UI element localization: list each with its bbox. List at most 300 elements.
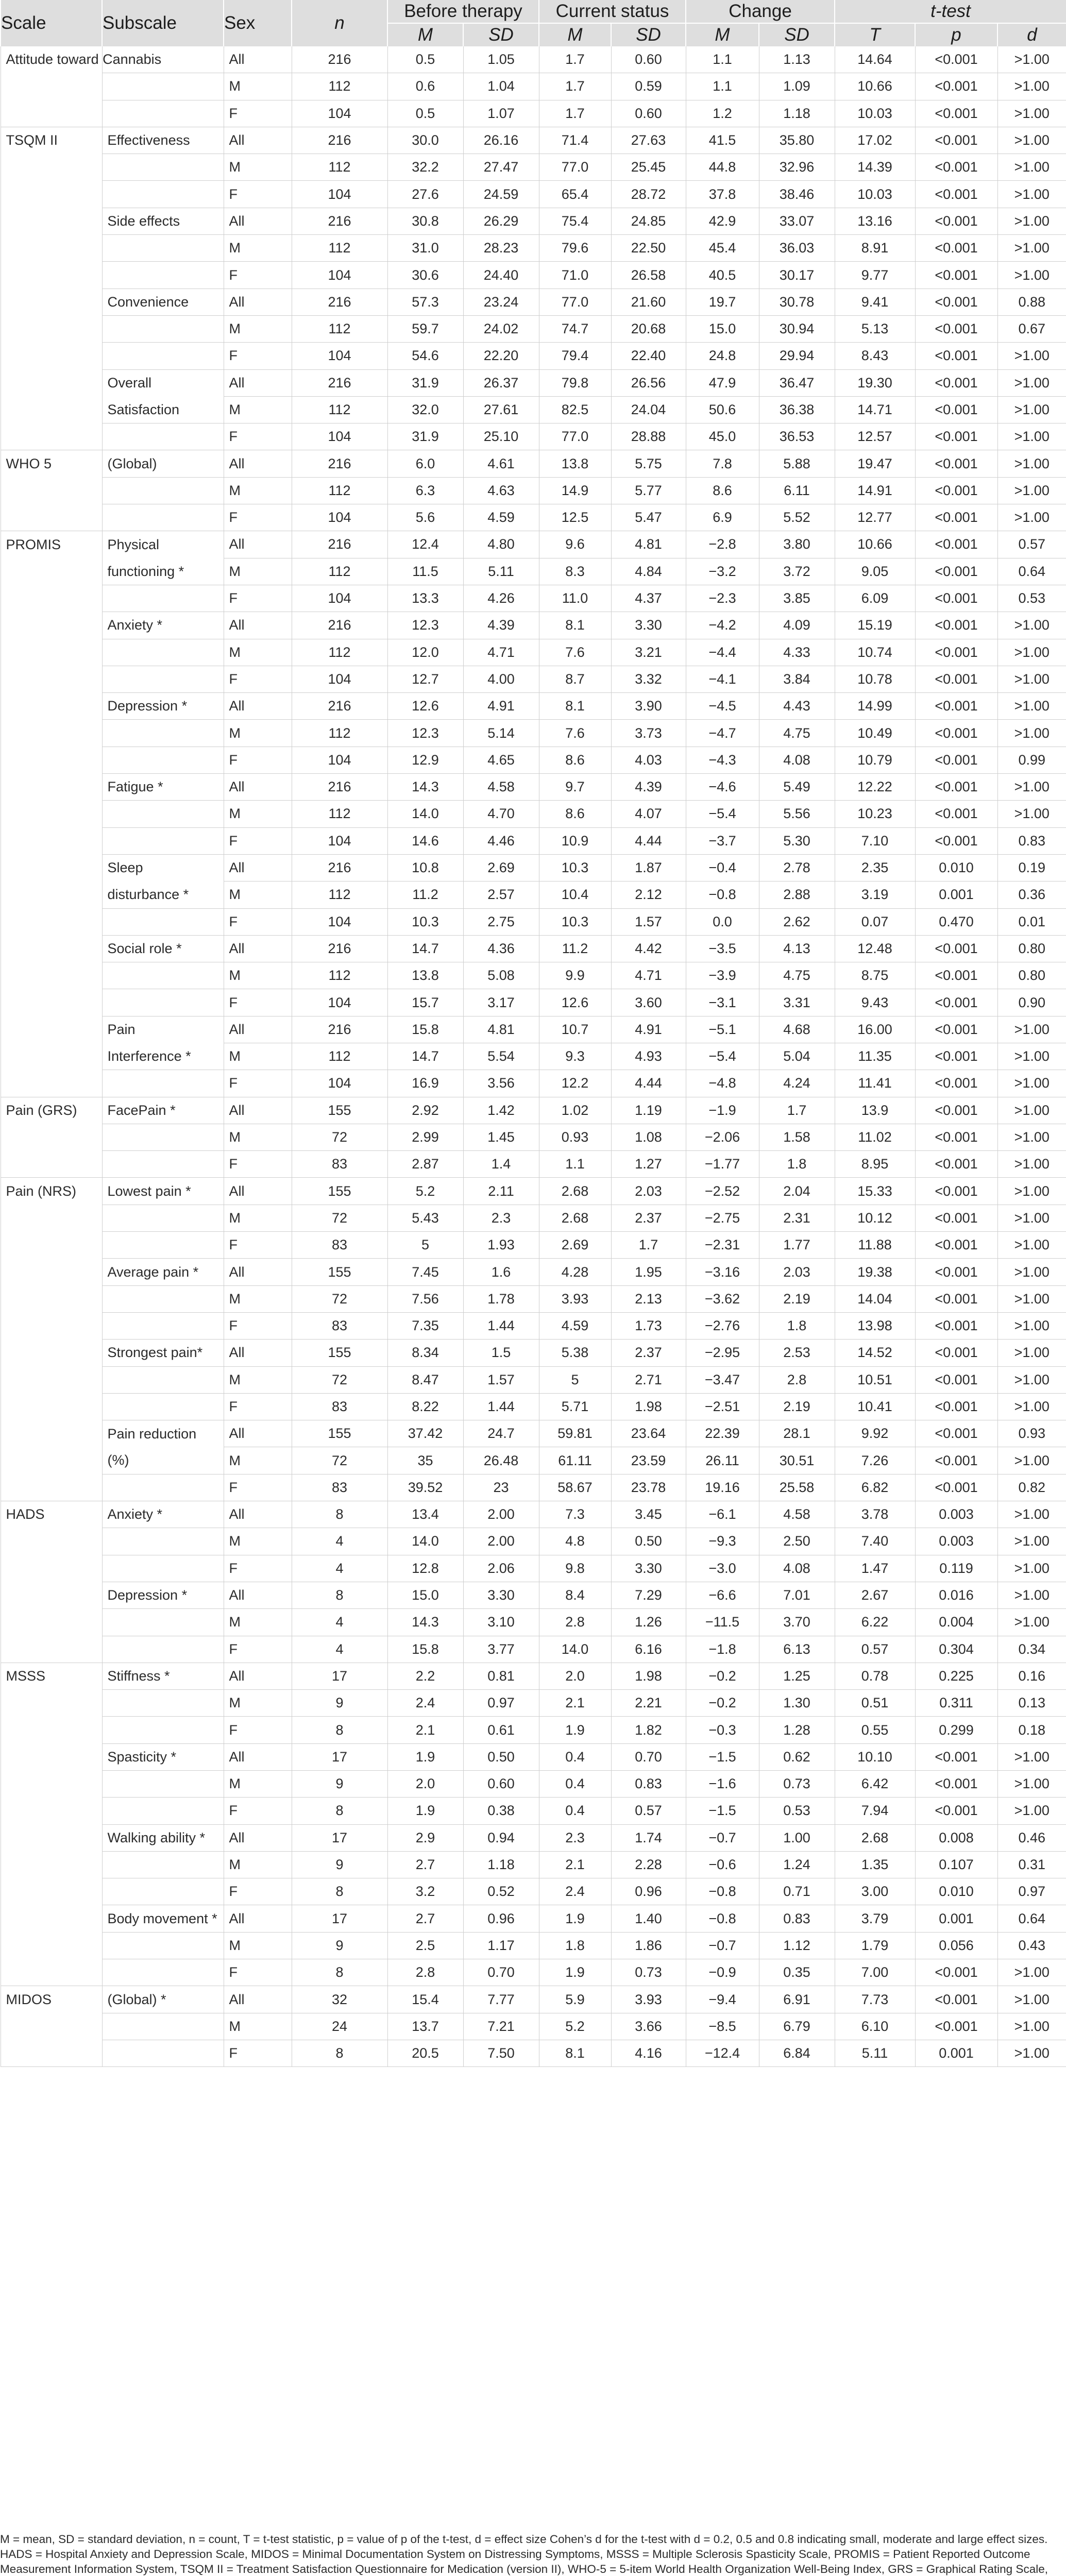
before-sd-cell: 1.04 — [463, 73, 539, 100]
before-mean-cell: 6.3 — [387, 477, 463, 504]
before-sd-cell: 2.75 — [463, 908, 539, 935]
scale-cell — [1, 1609, 102, 1636]
change-mean-cell: −4.2 — [686, 612, 759, 639]
d-value-cell: >1.00 — [997, 46, 1066, 73]
change-mean-cell: −3.62 — [686, 1285, 759, 1312]
n-cell: 112 — [292, 801, 387, 827]
n-cell: 8 — [292, 2040, 387, 2066]
change-mean-cell: −8.5 — [686, 2013, 759, 2040]
current-mean-cell: 2.1 — [539, 1851, 611, 1878]
before-sd-cell: 0.60 — [463, 1771, 539, 1798]
before-mean-cell: 7.45 — [387, 1259, 463, 1285]
before-mean-cell: 54.6 — [387, 343, 463, 369]
p-value-cell: <0.001 — [915, 1340, 997, 1366]
p-value-cell: <0.001 — [915, 1097, 997, 1124]
change-mean-cell: −0.2 — [686, 1690, 759, 1717]
before-mean-cell: 10.8 — [387, 854, 463, 881]
before-mean-cell: 2.4 — [387, 1690, 463, 1717]
before-mean-cell: 5.6 — [387, 504, 463, 531]
n-cell: 83 — [292, 1393, 387, 1420]
sex-cell: M — [224, 154, 292, 181]
n-cell: 216 — [292, 854, 387, 881]
before-sd-cell: 24.59 — [463, 181, 539, 208]
t-value-cell: 10.66 — [835, 531, 915, 558]
change-mean-cell: −3.9 — [686, 962, 759, 989]
t-value-cell: 12.22 — [835, 774, 915, 801]
subscale-cell — [102, 747, 224, 773]
before-sd-cell: 4.71 — [463, 639, 539, 666]
n-cell: 9 — [292, 1851, 387, 1878]
d-value-cell: >1.00 — [997, 396, 1066, 423]
change-sd-cell: 36.03 — [759, 235, 835, 262]
sex-cell: F — [224, 423, 292, 450]
change-mean-cell: −9.3 — [686, 1528, 759, 1555]
t-value-cell: 2.68 — [835, 1824, 915, 1851]
table-row — [1, 1340, 1066, 1366]
d-value-cell: 0.83 — [997, 827, 1066, 854]
sex-cell: M — [224, 2013, 292, 2040]
before-mean-cell: 12.7 — [387, 666, 463, 692]
current-sd-cell: 1.27 — [611, 1151, 686, 1178]
sex-cell: M — [224, 1932, 292, 1959]
before-mean-cell: 14.6 — [387, 827, 463, 854]
n-cell: 155 — [292, 1259, 387, 1285]
p-value-cell: <0.001 — [915, 450, 997, 477]
change-sd-cell: 0.53 — [759, 1798, 835, 1824]
scale-cell — [1, 154, 102, 181]
t-value-cell: 9.43 — [835, 989, 915, 1016]
current-sd-cell: 23.78 — [611, 1474, 686, 1501]
current-sd-cell: 25.45 — [611, 154, 686, 181]
current-sd-cell: 3.32 — [611, 666, 686, 692]
current-mean-cell: 4.8 — [539, 1528, 611, 1555]
change-sd-cell: 4.09 — [759, 612, 835, 639]
table-row — [1, 154, 1066, 181]
p-value-cell: 0.001 — [915, 2040, 997, 2066]
sex-cell: F — [224, 747, 292, 773]
table-row — [1, 1070, 1066, 1097]
current-mean-cell: 8.3 — [539, 558, 611, 585]
before-mean-cell: 15.7 — [387, 989, 463, 1016]
current-sd-cell: 20.68 — [611, 315, 686, 342]
before-sd-cell: 5.54 — [463, 1043, 539, 1070]
change-mean-cell: −1.9 — [686, 1097, 759, 1124]
d-value-cell: >1.00 — [997, 1743, 1066, 1770]
before-sd-cell: 1.57 — [463, 1366, 539, 1393]
table-row — [1, 1447, 1066, 1474]
table-row — [1, 558, 1066, 585]
t-value-cell: 7.73 — [835, 1986, 915, 2013]
subscale-cell — [102, 1690, 224, 1717]
current-sd-cell: 0.96 — [611, 1878, 686, 1905]
scale-cell — [1, 639, 102, 666]
current-mean-cell: 65.4 — [539, 181, 611, 208]
before-sd-cell: 1.44 — [463, 1393, 539, 1420]
current-sd-cell: 28.88 — [611, 423, 686, 450]
current-mean-cell: 75.4 — [539, 208, 611, 234]
subscale-cell: Depression * — [102, 693, 224, 720]
sex-cell: M — [224, 1366, 292, 1393]
change-sd-cell: 3.85 — [759, 585, 835, 612]
scale-cell — [1, 1959, 102, 1986]
t-value-cell: 1.47 — [835, 1555, 915, 1582]
scale-cell — [1, 289, 102, 315]
scale-cell — [1, 1905, 102, 1932]
n-cell: 104 — [292, 262, 387, 289]
change-mean-cell: −5.1 — [686, 1016, 759, 1043]
before-sd-cell: 1.18 — [463, 1851, 539, 1878]
table-row — [1, 1151, 1066, 1178]
d-value-cell: >1.00 — [997, 1259, 1066, 1285]
change-mean-cell: 41.5 — [686, 127, 759, 154]
sex-cell: M — [224, 882, 292, 908]
n-cell: 112 — [292, 154, 387, 181]
change-mean-cell: −4.8 — [686, 1070, 759, 1097]
p-value-cell: <0.001 — [915, 343, 997, 369]
before-sd-cell: 1.07 — [463, 100, 539, 127]
before-sd-cell: 23 — [463, 1474, 539, 1501]
current-mean-cell: 79.8 — [539, 369, 611, 396]
current-mean-cell: 1.7 — [539, 100, 611, 127]
p-value-cell: <0.001 — [915, 289, 997, 315]
table-row — [1, 1878, 1066, 1905]
sex-cell: M — [224, 73, 292, 100]
before-mean-cell: 12.3 — [387, 612, 463, 639]
subscale-cell — [102, 1366, 224, 1393]
p-value-cell: <0.001 — [915, 127, 997, 154]
change-sd-cell: 38.46 — [759, 181, 835, 208]
sex-cell: F — [224, 262, 292, 289]
current-mean-cell: 5.38 — [539, 1340, 611, 1366]
d-value-cell: >1.00 — [997, 1393, 1066, 1420]
before-mean-cell: 14.0 — [387, 801, 463, 827]
change-mean-cell: 50.6 — [686, 396, 759, 423]
n-cell: 4 — [292, 1555, 387, 1582]
current-mean-cell: 9.6 — [539, 531, 611, 558]
current-sd-cell: 26.56 — [611, 369, 686, 396]
subscale-cell — [102, 477, 224, 504]
change-sd-cell: 1.77 — [759, 1232, 835, 1259]
sex-cell: All — [224, 612, 292, 639]
before-mean-cell: 13.7 — [387, 2013, 463, 2040]
change-mean-cell: 45.0 — [686, 423, 759, 450]
d-value-cell: >1.00 — [997, 181, 1066, 208]
p-value-cell: <0.001 — [915, 73, 997, 100]
scale-cell — [1, 854, 102, 881]
sex-cell: M — [224, 477, 292, 504]
t-value-cell: 3.78 — [835, 1501, 915, 1528]
current-sd-cell: 1.74 — [611, 1824, 686, 1851]
sex-cell: All — [224, 1420, 292, 1447]
table-row — [1, 962, 1066, 989]
subscale-cell: Physical — [102, 531, 224, 558]
subscale-cell — [102, 1959, 224, 1986]
d-value-cell: >1.00 — [997, 73, 1066, 100]
t-value-cell: 17.02 — [835, 127, 915, 154]
t-value-cell: 15.33 — [835, 1178, 915, 1205]
change-mean-cell: −0.8 — [686, 882, 759, 908]
change-sd-cell: 2.62 — [759, 908, 835, 935]
change-mean-cell: 1.2 — [686, 100, 759, 127]
before-sd-cell: 24.40 — [463, 262, 539, 289]
current-sd-cell: 4.42 — [611, 935, 686, 962]
d-value-cell: 0.90 — [997, 989, 1066, 1016]
p-value-cell: 0.016 — [915, 1582, 997, 1608]
current-sd-cell: 23.59 — [611, 1447, 686, 1474]
table-row — [1, 1771, 1066, 1798]
d-value-cell: 0.64 — [997, 558, 1066, 585]
current-mean-cell: 2.68 — [539, 1205, 611, 1231]
current-mean-cell: 1.9 — [539, 1905, 611, 1932]
current-sd-cell: 4.84 — [611, 558, 686, 585]
subscale-cell: Walking ability * — [102, 1824, 224, 1851]
sex-cell: All — [224, 369, 292, 396]
t-value-cell: 7.94 — [835, 1798, 915, 1824]
t-value-cell: 8.91 — [835, 235, 915, 262]
current-sd-cell: 1.40 — [611, 1905, 686, 1932]
change-sd-cell: 2.50 — [759, 1528, 835, 1555]
change-sd-cell: 5.04 — [759, 1043, 835, 1070]
current-sd-cell: 3.30 — [611, 1555, 686, 1582]
d-value-cell: 0.01 — [997, 908, 1066, 935]
d-value-cell: >1.00 — [997, 1609, 1066, 1636]
scale-cell — [1, 935, 102, 962]
t-value-cell: 10.12 — [835, 1205, 915, 1231]
n-cell: 112 — [292, 639, 387, 666]
before-mean-cell: 11.2 — [387, 882, 463, 908]
d-value-cell: 0.16 — [997, 1663, 1066, 1689]
t-value-cell: 14.64 — [835, 46, 915, 73]
sex-cell: All — [224, 46, 292, 73]
change-mean-cell: −1.8 — [686, 1636, 759, 1663]
current-mean-cell: 0.93 — [539, 1124, 611, 1150]
n-cell: 9 — [292, 1932, 387, 1959]
n-cell: 104 — [292, 100, 387, 127]
p-value-cell: <0.001 — [915, 774, 997, 801]
p-value-cell: <0.001 — [915, 154, 997, 181]
scale-cell — [1, 181, 102, 208]
scale-cell — [1, 1070, 102, 1097]
d-value-cell: 0.67 — [997, 315, 1066, 342]
d-value-cell: 0.46 — [997, 1824, 1066, 1851]
change-mean-cell: −6.6 — [686, 1582, 759, 1608]
d-value-cell: >1.00 — [997, 100, 1066, 127]
p-value-cell: <0.001 — [915, 612, 997, 639]
table-row — [1, 882, 1066, 908]
d-value-cell: >1.00 — [997, 612, 1066, 639]
table-row — [1, 1932, 1066, 1959]
p-value-cell: <0.001 — [915, 396, 997, 423]
scale-cell — [1, 1016, 102, 1043]
current-mean-cell: 14.0 — [539, 1636, 611, 1663]
change-mean-cell: −3.7 — [686, 827, 759, 854]
subscale-cell: Fatigue * — [102, 774, 224, 801]
t-value-cell: 19.38 — [835, 1259, 915, 1285]
d-value-cell: >1.00 — [997, 2013, 1066, 2040]
sex-cell: All — [224, 1743, 292, 1770]
n-cell: 216 — [292, 693, 387, 720]
change-mean-cell: 1.1 — [686, 46, 759, 73]
t-value-cell: 10.03 — [835, 181, 915, 208]
header-current-m: M — [539, 23, 611, 46]
current-sd-cell: 3.21 — [611, 639, 686, 666]
change-mean-cell: −3.5 — [686, 935, 759, 962]
table-row — [1, 477, 1066, 504]
sex-cell: M — [224, 1771, 292, 1798]
current-sd-cell: 4.07 — [611, 801, 686, 827]
change-mean-cell: 26.11 — [686, 1447, 759, 1474]
change-mean-cell: −2.51 — [686, 1393, 759, 1420]
sex-cell: All — [224, 1340, 292, 1366]
subscale-cell: functioning * — [102, 558, 224, 585]
change-mean-cell: 6.9 — [686, 504, 759, 531]
header-current-sd: SD — [611, 23, 686, 46]
change-sd-cell: 30.17 — [759, 262, 835, 289]
header-d: d — [997, 23, 1066, 46]
scale-cell — [1, 720, 102, 747]
scale-cell — [1, 100, 102, 127]
before-mean-cell: 11.5 — [387, 558, 463, 585]
table-row — [1, 1824, 1066, 1851]
t-value-cell: 1.35 — [835, 1851, 915, 1878]
scale-cell — [1, 827, 102, 854]
sex-cell: F — [224, 989, 292, 1016]
change-mean-cell: 37.8 — [686, 181, 759, 208]
current-mean-cell: 10.7 — [539, 1016, 611, 1043]
table-row — [1, 1501, 1066, 1528]
before-mean-cell: 8.47 — [387, 1366, 463, 1393]
before-sd-cell: 27.47 — [463, 154, 539, 181]
table-row — [1, 262, 1066, 289]
before-sd-cell: 5.11 — [463, 558, 539, 585]
before-sd-cell: 2.00 — [463, 1528, 539, 1555]
scale-cell — [1, 585, 102, 612]
table-row — [1, 1743, 1066, 1770]
before-sd-cell: 4.70 — [463, 801, 539, 827]
sex-cell: M — [224, 1528, 292, 1555]
current-sd-cell: 0.83 — [611, 1771, 686, 1798]
p-value-cell: <0.001 — [915, 585, 997, 612]
before-sd-cell: 28.23 — [463, 235, 539, 262]
t-value-cell: 0.55 — [835, 1717, 915, 1743]
p-value-cell: <0.001 — [915, 504, 997, 531]
p-value-cell: <0.001 — [915, 235, 997, 262]
n-cell: 216 — [292, 1016, 387, 1043]
table-row — [1, 1717, 1066, 1743]
subscale-cell: Satisfaction — [102, 396, 224, 423]
p-value-cell: <0.001 — [915, 1959, 997, 1986]
p-value-cell: <0.001 — [915, 558, 997, 585]
d-value-cell: >1.00 — [997, 1232, 1066, 1259]
t-value-cell: 10.79 — [835, 747, 915, 773]
sex-cell: F — [224, 1393, 292, 1420]
d-value-cell: >1.00 — [997, 1285, 1066, 1312]
change-sd-cell: 4.58 — [759, 1501, 835, 1528]
change-mean-cell: 8.6 — [686, 477, 759, 504]
scale-cell — [1, 1555, 102, 1582]
current-sd-cell: 2.28 — [611, 1851, 686, 1878]
before-sd-cell: 26.37 — [463, 369, 539, 396]
d-value-cell: >1.00 — [997, 127, 1066, 154]
before-mean-cell: 12.8 — [387, 1555, 463, 1582]
before-sd-cell: 1.44 — [463, 1312, 539, 1339]
current-sd-cell: 5.47 — [611, 504, 686, 531]
d-value-cell: >1.00 — [997, 369, 1066, 396]
p-value-cell: <0.001 — [915, 1312, 997, 1339]
before-sd-cell: 4.65 — [463, 747, 539, 773]
before-sd-cell: 1.93 — [463, 1232, 539, 1259]
change-mean-cell: −5.4 — [686, 801, 759, 827]
table-row — [1, 747, 1066, 773]
p-value-cell: 0.003 — [915, 1528, 997, 1555]
sex-cell: F — [224, 1151, 292, 1178]
table-row — [1, 1905, 1066, 1932]
d-value-cell: >1.00 — [997, 1447, 1066, 1474]
scale-cell — [1, 208, 102, 234]
before-mean-cell: 10.3 — [387, 908, 463, 935]
table-row — [1, 127, 1066, 154]
subscale-cell: disturbance * — [102, 882, 224, 908]
change-sd-cell: 1.58 — [759, 1124, 835, 1150]
d-value-cell: >1.00 — [997, 1178, 1066, 1205]
before-sd-cell: 4.91 — [463, 693, 539, 720]
p-value-cell: <0.001 — [915, 827, 997, 854]
scale-cell — [1, 1851, 102, 1878]
table-row — [1, 774, 1066, 801]
current-sd-cell: 0.60 — [611, 100, 686, 127]
before-mean-cell: 12.4 — [387, 531, 463, 558]
subscale-cell: (Global) * — [102, 1986, 224, 2013]
d-value-cell: >1.00 — [997, 1366, 1066, 1393]
change-sd-cell: 1.24 — [759, 1851, 835, 1878]
subscale-cell: Lowest pain * — [102, 1178, 224, 1205]
n-cell: 112 — [292, 477, 387, 504]
sex-cell: All — [224, 450, 292, 477]
current-mean-cell: 7.6 — [539, 720, 611, 747]
subscale-cell — [102, 1851, 224, 1878]
subscale-cell — [102, 2040, 224, 2066]
before-sd-cell: 23.24 — [463, 289, 539, 315]
subscale-cell — [102, 639, 224, 666]
table-row — [1, 1986, 1066, 2013]
n-cell: 112 — [292, 720, 387, 747]
before-sd-cell: 25.10 — [463, 423, 539, 450]
before-mean-cell: 5.2 — [387, 1178, 463, 1205]
p-value-cell: <0.001 — [915, 1070, 997, 1097]
before-sd-cell: 22.20 — [463, 343, 539, 369]
d-value-cell: 0.82 — [997, 1474, 1066, 1501]
p-value-cell: 0.056 — [915, 1932, 997, 1959]
subscale-cell — [102, 181, 224, 208]
table-header — [1, 0, 1066, 46]
current-mean-cell: 9.7 — [539, 774, 611, 801]
current-mean-cell: 9.3 — [539, 1043, 611, 1070]
current-sd-cell: 3.73 — [611, 720, 686, 747]
current-mean-cell: 59.81 — [539, 1420, 611, 1447]
before-sd-cell: 3.10 — [463, 1609, 539, 1636]
n-cell: 8 — [292, 1798, 387, 1824]
current-mean-cell: 7.6 — [539, 639, 611, 666]
sex-cell: M — [224, 1609, 292, 1636]
current-mean-cell: 8.6 — [539, 801, 611, 827]
current-mean-cell: 1.8 — [539, 1932, 611, 1959]
current-sd-cell: 4.71 — [611, 962, 686, 989]
before-sd-cell: 1.17 — [463, 1932, 539, 1959]
p-value-cell: <0.001 — [915, 1232, 997, 1259]
table-body — [1, 46, 1066, 2067]
current-sd-cell: 3.60 — [611, 989, 686, 1016]
p-value-cell: <0.001 — [915, 181, 997, 208]
